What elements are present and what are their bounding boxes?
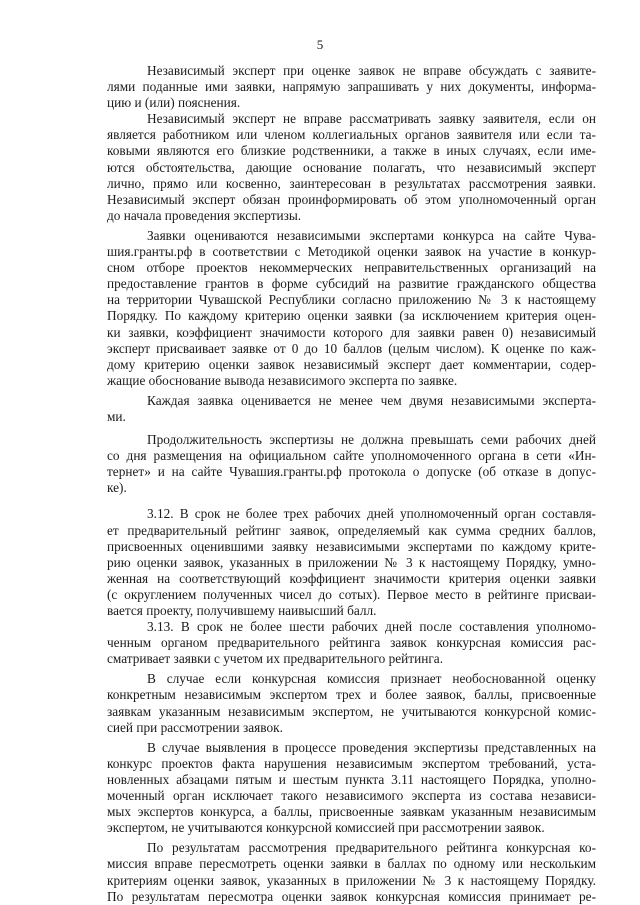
- text-line: жащие обоснование вывода независимого эксперта по заявке.: [107, 372, 458, 388]
- paragraph: [107, 840, 596, 904]
- paragraph: [107, 63, 596, 111]
- paragraph: [107, 619, 596, 667]
- document-body: [107, 63, 596, 905]
- text-line: (с округлением полученных чисел до сотых). Первое место в рейтинге присваи-: [107, 586, 596, 602]
- text-line: экспертом, не учитываются конкурсной комиссией при рассмотрении заявок.: [107, 820, 545, 836]
- text-line: конкретным независимым экспертом трех и более заявок, баллы, присвоенные: [107, 687, 596, 703]
- text-line: шия.гранты.рф в соответствии с Методикой оценки заявок на участие в конкур-: [107, 244, 596, 260]
- text-line: миссия вправе пересмотреть оценки заявки в баллах по одному или нескольким: [107, 856, 596, 872]
- text-line: конкурс проектов факта нарушения независимым экспертом требований, уста-: [107, 755, 596, 771]
- text-line: предоставление грантов в форме субсидий на развитие гражданского общества: [107, 276, 596, 292]
- text-line: сией при рассмотрении заявок.: [107, 719, 283, 735]
- text-line: ются обстоятельства, дающие основание полагать, что независимый эксперт: [107, 159, 596, 175]
- text-line: ке).: [107, 480, 127, 496]
- text-line: лично, прямо или косвенно, заинтересован в результатах рассмотрения заявки.: [107, 175, 596, 191]
- text-line: Продолжительность экспертизы не должна превышать семи рабочих дней: [147, 432, 596, 448]
- text-line: По результатам пересмотра оценки заявок конкурсная комиссия принимает ре-: [107, 888, 596, 904]
- text-line: Независимый эксперт обязан проинформировать об этом уполномоченный орган: [107, 191, 596, 207]
- text-line: тернет» и на сайте Чувашия.гранты.рф протокола о допуске (об отказе в допус-: [107, 464, 596, 480]
- text-line: критериям оценки заявок, указанных в приложении № 3 к настоящему Порядку.: [107, 872, 596, 888]
- paragraph: [107, 671, 596, 735]
- text-line: Каждая заявка оценивается не менее чем двумя независимыми эксперта-: [147, 392, 596, 408]
- paragraph: [107, 740, 596, 837]
- text-line: мых экспертов конкурса, а баллы, присвоенные заявкам указанным независимым: [107, 804, 596, 820]
- text-line: Заявки оцениваются независимыми экспертами конкурса на сайте Чува-: [147, 227, 596, 243]
- text-line: ет предварительный рейтинг заявок, определяемый как сумма средних баллов,: [107, 522, 596, 538]
- text-line: В случае выявления в процессе проведения экспертизы представленных на: [147, 739, 596, 755]
- text-line: По результатам рассмотрения предварительного рейтинга конкурсная ко-: [147, 840, 596, 856]
- paragraph: [107, 393, 596, 425]
- text-line: лями поданные ими заявки, напрямую запрашивать у них документы, информа-: [107, 79, 596, 95]
- text-line: цию и (или) пояснения.: [107, 95, 241, 111]
- paragraph: [107, 432, 596, 496]
- paragraph: [107, 228, 596, 389]
- page-number: 5: [316, 37, 324, 52]
- text-line: сном отборе проектов некоммерческих неправительственных организаций на: [107, 260, 596, 276]
- text-line: ми.: [107, 408, 126, 424]
- text-line: является работником или членом коллегиальных органов заявителя или если та-: [107, 127, 596, 143]
- text-line: моченный орган исключает такого независимого эксперта из состава независи-: [107, 788, 596, 804]
- text-line: 3.13. В срок не более шести рабочих дней после составления уполномо-: [147, 619, 596, 635]
- text-line: рию оценки заявок, указанных в приложении № 3 к настоящему Порядку, умно-: [107, 554, 596, 570]
- paragraph: [107, 506, 596, 619]
- text-line: до начала проведения экспертизы.: [107, 207, 302, 223]
- text-line: на территории Чувашской Республики согласно приложению № 3 к настоящему: [107, 292, 596, 308]
- text-line: вается проекту, получившему наивысший балл.: [107, 603, 377, 618]
- text-line: дому критерию оценки заявок независимый эксперт дает комментарии, содер-: [107, 356, 596, 372]
- text-line: эксперт присваивает заявке от 0 до 10 баллов (целым числом). К оценке по каж-: [107, 340, 596, 356]
- text-line: со дня размещения на официальном сайте уполномоченного органа в сети «Ин-: [107, 448, 596, 464]
- text-line: Независимый эксперт при оценке заявок не вправе обсуждать с заявите-: [147, 63, 596, 78]
- text-line: В случае если конкурсная комиссия признает необоснованной оценку: [147, 671, 596, 687]
- text-line: 3.12. В срок не более трех рабочих дней уполномоченный орган составля-: [147, 506, 596, 522]
- text-line: сматривает заявки с учетом их предварительного рейтинга.: [107, 651, 444, 667]
- text-line: присвоенных оценившими заявку независимыми экспертами по каждому крите-: [107, 538, 596, 554]
- paragraph: [107, 111, 596, 224]
- text-line: Порядку. По каждому критерию оценки заявки (за исключением критерия оцен-: [107, 308, 596, 324]
- text-line: заявкам указанным независимым экспертом, не учитываются конкурсной комис-: [107, 703, 596, 719]
- text-line: ченным органом предварительного рейтинга заявок конкурсная комиссия рас-: [107, 635, 596, 651]
- text-line: женная на соответствующий коэффициент значимости критерия оценки заявки: [107, 570, 596, 586]
- text-line: ковыми являются его близкие родственники, а также в иных случаях, если име-: [107, 143, 596, 159]
- text-line: Независимый эксперт не вправе рассматривать заявку заявителя, если он: [147, 111, 596, 127]
- text-line: ки заявки, коэффициент значимости которого для заявки равен 0) независимый: [107, 324, 596, 340]
- text-line: новленных абзацами пятым и шестым пункта 3.11 настоящего Порядка, уполно-: [107, 771, 596, 787]
